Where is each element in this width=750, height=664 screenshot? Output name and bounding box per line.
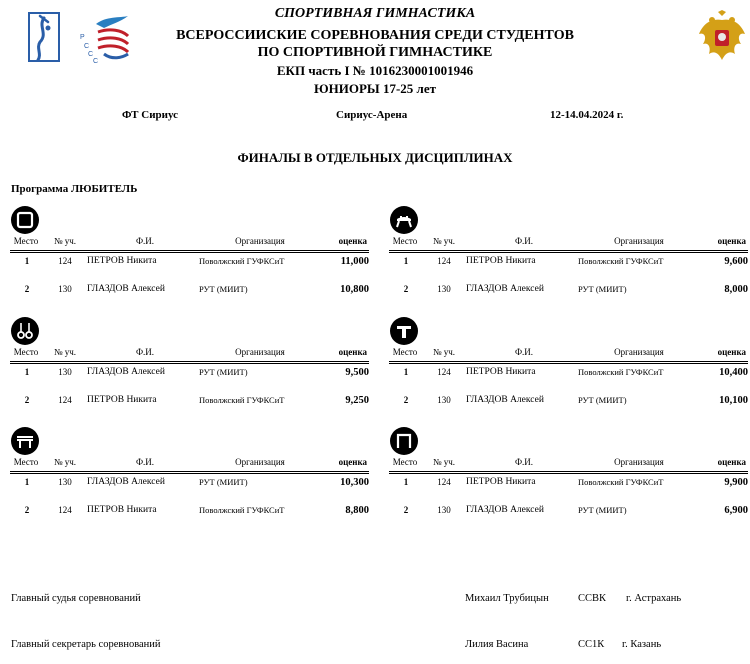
place: 2 [403, 505, 409, 515]
table-row [10, 256, 369, 270]
chief-secretary-role: Главный секретарь соревнований [11, 639, 161, 650]
parallel-bars-icon [11, 427, 39, 455]
table-header [389, 457, 748, 470]
col-org: Организация [235, 347, 285, 357]
organization: Поволжский ГУФКСиТ [199, 505, 285, 515]
organization: РУТ (МИИТ) [199, 367, 248, 377]
col-place: Место [13, 236, 39, 246]
athlete-name: ГЛАЗДОВ Алексей [466, 395, 544, 405]
col-org: Организация [614, 236, 664, 246]
header-divider [389, 471, 748, 472]
venue-place: ФТ Сириус [122, 109, 179, 121]
table-row [10, 395, 369, 409]
venue-arena: Сириус-Арена [336, 109, 408, 121]
table-row [389, 284, 748, 298]
table-header [389, 347, 748, 360]
chief-secretary-city: г. Казань [622, 639, 662, 650]
athlete-name: ГЛАЗДОВ Алексей [87, 367, 165, 377]
pommel-horse-icon [390, 206, 418, 234]
header-divider [10, 250, 369, 251]
score: 10,400 [719, 367, 748, 378]
table-row [10, 505, 369, 519]
floor-exercise-icon [11, 206, 39, 234]
score: 8,800 [345, 505, 369, 516]
chief-judge-role: Главный судья соревнований [11, 593, 141, 604]
organization: РУТ (МИИТ) [578, 395, 627, 405]
score: 8,000 [724, 284, 748, 295]
col-name: Ф.И. [135, 236, 155, 246]
score: 11,000 [340, 256, 369, 267]
athlete-number: 130 [58, 477, 72, 487]
col-num: № уч. [432, 457, 456, 467]
place: 1 [24, 256, 30, 266]
athlete-name: ПЕТРОВ Никита [87, 256, 157, 266]
athlete-number: 124 [58, 395, 72, 405]
competition-subtitle: ПО СПОРТИВНОЙ ГИМНАСТИКЕ [257, 45, 493, 60]
athlete-number: 130 [437, 284, 451, 294]
athlete-name: ПЕТРОВ Никита [87, 395, 157, 405]
col-place: Место [392, 236, 418, 246]
chief-secretary-name: Лилия Васина [465, 639, 529, 650]
athlete-name: ГЛАЗДОВ Алексей [466, 505, 544, 515]
athlete-number: 124 [58, 505, 72, 515]
col-score: оценка [717, 236, 746, 246]
athlete-name: ПЕТРОВ Никита [466, 256, 536, 266]
table-row [389, 477, 748, 491]
athlete-number: 124 [437, 367, 451, 377]
finals-title: ФИНАЛЫ В ОТДЕЛЬНЫХ ДИСЦИПЛИНАХ [237, 150, 513, 165]
logo-letter: С [93, 58, 99, 65]
col-score: оценка [338, 236, 367, 246]
chief-judge-city: г. Астрахань [626, 593, 682, 604]
header-divider [10, 361, 369, 362]
apparatus-block-rings [10, 317, 369, 427]
event-dates: 12-14.04.2024 г. [550, 109, 624, 121]
age-group: ЮНИОРЫ 17-25 лет [314, 81, 436, 96]
athlete-number: 130 [437, 505, 451, 515]
organization: РУТ (МИИТ) [199, 477, 248, 487]
place: 2 [403, 284, 409, 294]
col-score: оценка [717, 457, 746, 467]
athlete-number: 124 [58, 256, 72, 266]
table-row [10, 367, 369, 381]
col-num: № уч. [432, 347, 456, 357]
col-name: Ф.И. [514, 347, 534, 357]
score: 9,250 [345, 395, 369, 406]
col-name: Ф.И. [135, 457, 155, 467]
athlete-number: 124 [437, 477, 451, 487]
athlete-number: 130 [58, 367, 72, 377]
header-divider [10, 473, 369, 474]
vault-icon [390, 317, 418, 345]
place: 1 [24, 367, 30, 377]
chief-judge-category: ССВК [578, 593, 607, 604]
col-org: Организация [235, 236, 285, 246]
apparatus-block-vault [389, 317, 748, 427]
apparatus-block-pommel-horse [389, 206, 748, 316]
table-row [389, 367, 748, 381]
col-org: Организация [235, 457, 285, 467]
table-row [10, 284, 369, 298]
apparatus-block-parallel-bars [10, 427, 369, 537]
col-num: № уч. [53, 457, 77, 467]
table-header [10, 347, 369, 360]
organization: Поволжский ГУФКСиТ [199, 256, 285, 266]
place: 2 [24, 284, 30, 294]
table-row [389, 395, 748, 409]
organization: Поволжский ГУФКСиТ [578, 256, 664, 266]
col-score: оценка [338, 347, 367, 357]
horizontal-bar-icon [390, 427, 418, 455]
col-name: Ф.И. [514, 457, 534, 467]
athlete-name: ПЕТРОВ Никита [466, 477, 536, 487]
header-divider [10, 471, 369, 472]
athlete-name: ГЛАЗДОВ Алексей [87, 477, 165, 487]
header-divider [389, 250, 748, 251]
header-divider [389, 252, 748, 253]
chief-judge-name: Михаил Трубицын [465, 593, 549, 604]
program-label: Программа ЛЮБИТЕЛЬ [11, 183, 138, 195]
col-org: Организация [614, 347, 664, 357]
logo-letter: С [88, 51, 94, 58]
chief-secretary-category: СС1К [578, 639, 605, 650]
table-header [389, 236, 748, 249]
logo-letter: С [84, 43, 90, 50]
apparatus-block-floor [10, 206, 369, 316]
organization: РУТ (МИИТ) [578, 284, 627, 294]
col-org: Организация [614, 457, 664, 467]
col-num: № уч. [53, 347, 77, 357]
col-num: № уч. [432, 236, 456, 246]
col-place: Место [392, 457, 418, 467]
place: 2 [24, 505, 30, 515]
col-score: оценка [717, 347, 746, 357]
athlete-number: 130 [437, 395, 451, 405]
place: 2 [24, 395, 30, 405]
place: 1 [403, 367, 409, 377]
score: 9,500 [345, 367, 369, 378]
still-rings-icon [11, 317, 39, 345]
score: 9,900 [724, 477, 748, 488]
place: 1 [403, 256, 409, 266]
place: 1 [403, 477, 409, 487]
place: 2 [403, 395, 409, 405]
competition-title: ВСЕРОССИИСКИЕ СОРЕВНОВАНИЯ СРЕДИ СТУДЕНТОВ [176, 28, 574, 43]
organization: Поволжский ГУФКСиТ [578, 477, 664, 487]
place: 1 [24, 477, 30, 487]
sport-title: СПОРТИВНАЯ ГИМНАСТИКА [274, 6, 476, 21]
table-header [10, 236, 369, 249]
athlete-name: ГЛАЗДОВ Алексей [87, 284, 165, 294]
col-score: оценка [338, 457, 367, 467]
athlete-name: ПЕТРОВ Никита [87, 505, 157, 515]
athlete-name: ГЛАЗДОВ Алексей [466, 284, 544, 294]
score: 10,300 [340, 477, 369, 488]
col-place: Место [13, 457, 39, 467]
organization: Поволжский ГУФКСиТ [199, 395, 285, 405]
header-divider [10, 363, 369, 364]
athlete-name: ПЕТРОВ Никита [466, 367, 536, 377]
athlete-number: 124 [437, 256, 451, 266]
table-row [389, 256, 748, 270]
organization: РУТ (МИИТ) [199, 284, 248, 294]
col-name: Ф.И. [135, 347, 155, 357]
header-divider [389, 473, 748, 474]
header-divider [10, 252, 369, 253]
table-row [10, 477, 369, 491]
table-row [389, 505, 748, 519]
col-num: № уч. [53, 236, 77, 246]
table-header [10, 457, 369, 470]
logo-letter: Р [80, 34, 85, 41]
athlete-number: 130 [58, 284, 72, 294]
header-divider [389, 363, 748, 364]
header-divider [389, 361, 748, 362]
score: 10,100 [719, 395, 748, 406]
score: 9,600 [724, 256, 748, 267]
score: 10,800 [340, 284, 369, 295]
col-place: Место [13, 347, 39, 357]
organization: РУТ (МИИТ) [578, 505, 627, 515]
apparatus-block-horizontal-bar [389, 427, 748, 537]
ekp-number: ЕКП часть I № 1016230001001946 [276, 63, 474, 78]
organization: Поволжский ГУФКСиТ [578, 367, 664, 377]
col-place: Место [392, 347, 418, 357]
col-name: Ф.И. [514, 236, 534, 246]
score: 6,900 [724, 505, 748, 516]
